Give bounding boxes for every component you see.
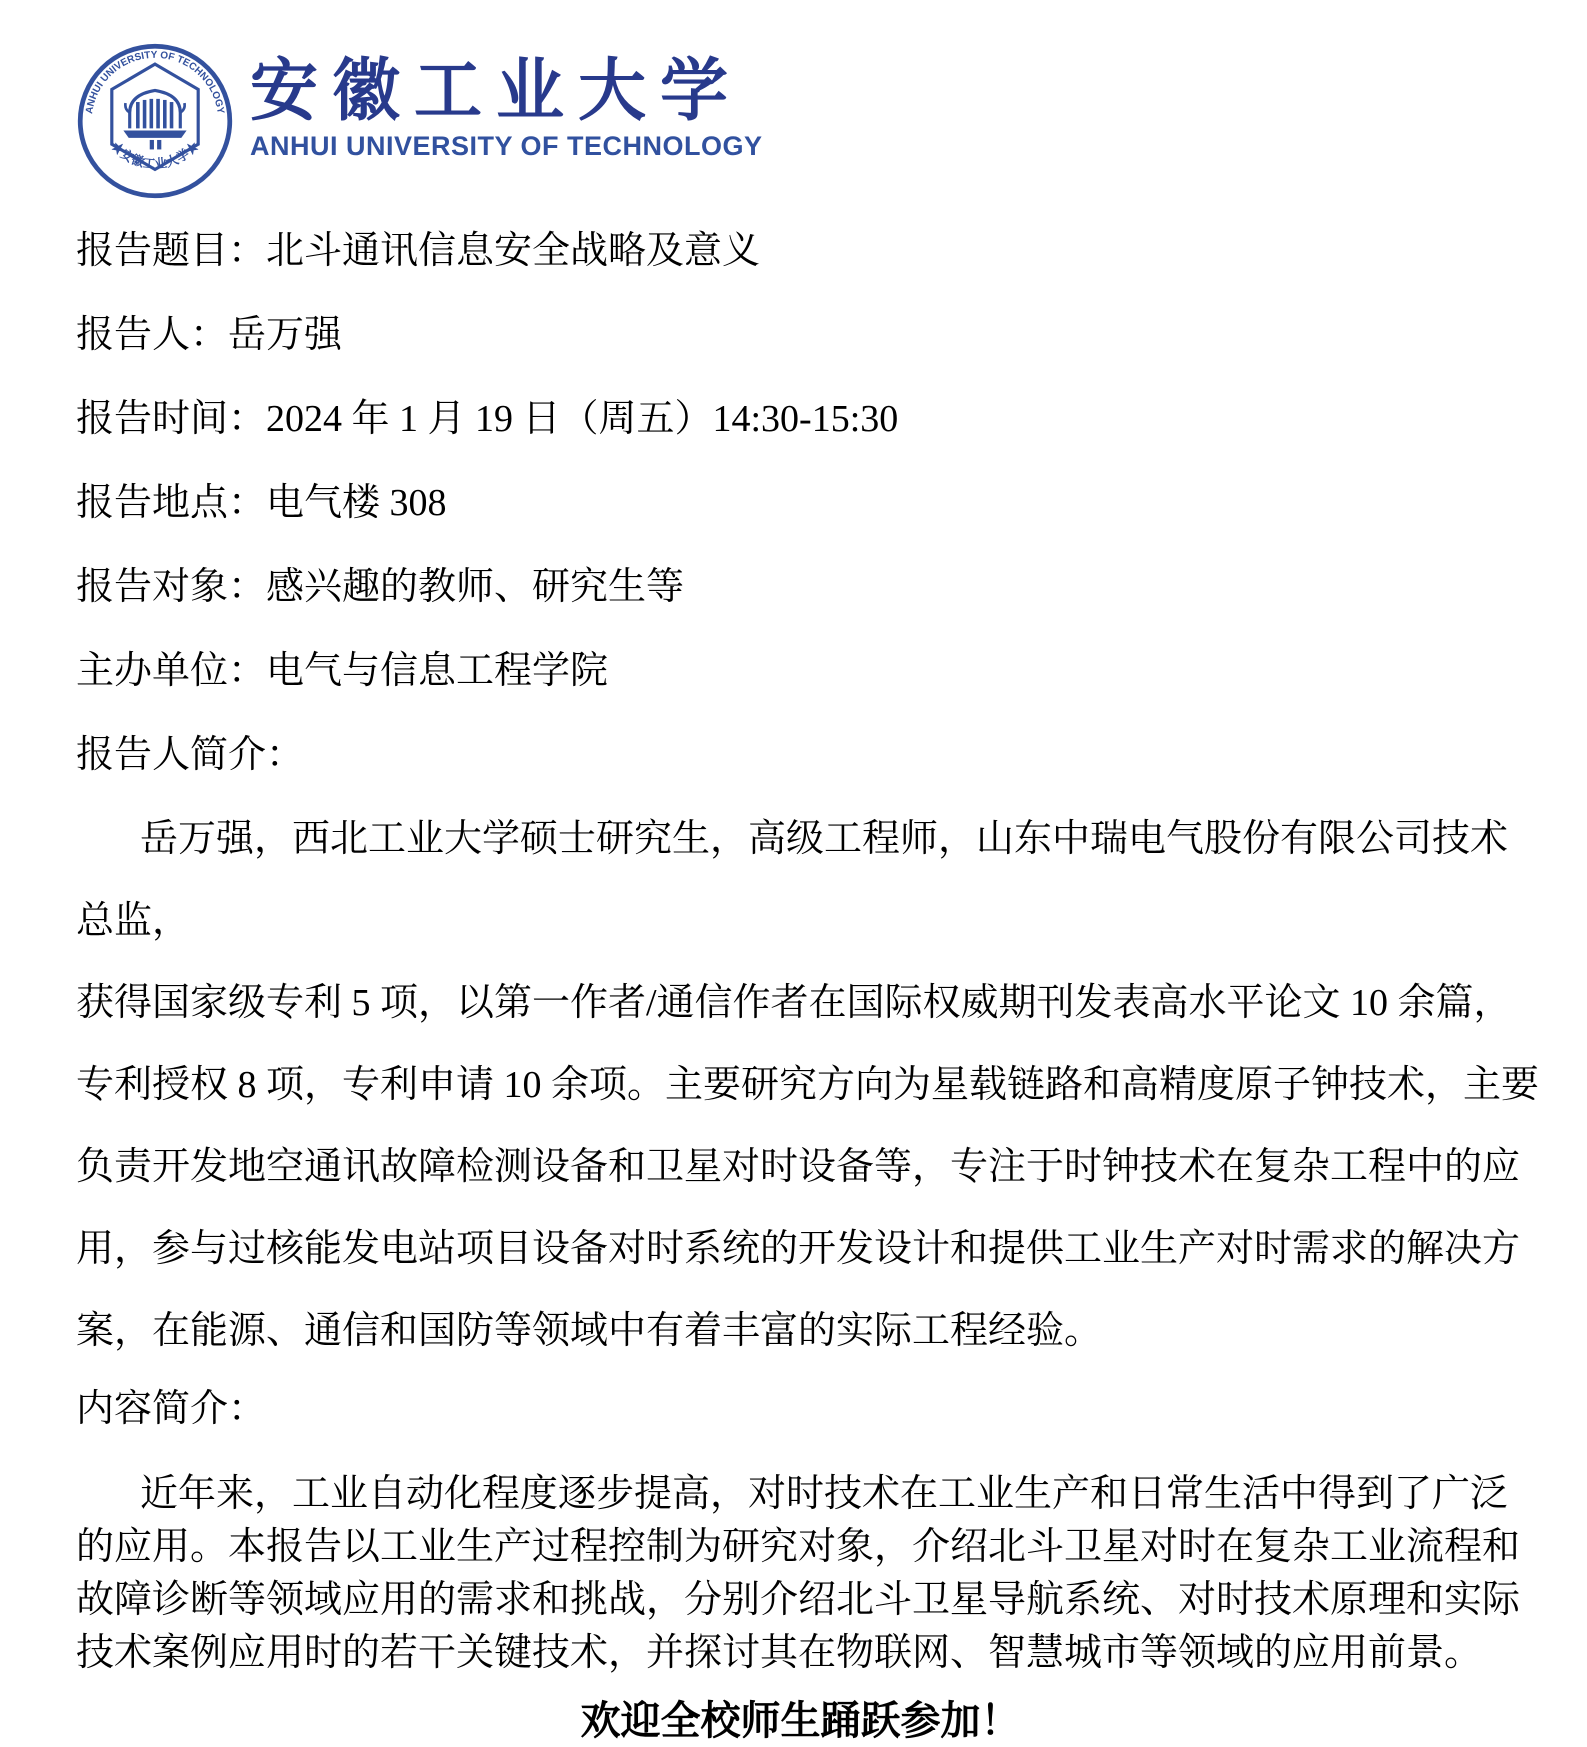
speaker-bio-header: 报告人简介：: [76, 734, 305, 776]
seal-ring-text-bottom: ★安徽工业大学★: [108, 139, 202, 172]
abstract-header: 内容简介：: [76, 1388, 267, 1430]
university-logo: [76, 42, 1525, 204]
abstract-line: 近年来，工业自动化程度逐步提高，对时技术在工业生产和日常生活中得到了广泛: [140, 1473, 1509, 1515]
report-location-line: 报告地点：电气楼 308: [76, 482, 447, 524]
seal-building-emblem: [123, 90, 186, 149]
bio-line: 获得国家级专利 5 项，以第一作者/通信作者在国际权威期刊发表高水平论文 10 余篇，: [76, 982, 1512, 1024]
university-name-block: [250, 42, 763, 162]
bio-line: 总监，: [76, 900, 191, 942]
abstract-section: [76, 1384, 1525, 1680]
university-name-en: ANHUI UNIVERSITY OF TECHNOLOGY: [250, 131, 763, 161]
svg-text:★安徽工业大学★: [109, 139, 202, 172]
report-audience-line: 报告对象：感兴趣的教师、研究生等: [76, 566, 685, 608]
abstract-line: 的应用。本报告以工业生产过程控制为研究对象，介绍北斗卫星对时在复杂工业流程和: [76, 1526, 1521, 1568]
bio-line: 案，在能源、通信和国防等领域中有着丰富的实际工程经验。: [76, 1310, 1103, 1352]
bio-line: 用，参与过核能发电站项目设备对时系统的开发设计和提供工业生产对时需求的解决方: [76, 1228, 1521, 1270]
seal-ring-text-top: ANHUI UNIVERSITY OF TECHNOLOGY: [84, 49, 226, 115]
bio-line: 专利授权 8 项，专利申请 10 余项。主要研究方向为星载链路和高精度原子钟技术，主要: [76, 1064, 1540, 1106]
abstract-line: 技术案例应用时的若干关键技术，并探讨其在物联网、智慧城市等领域的应用前景。: [76, 1632, 1483, 1674]
report-title-line: 报告题目：北斗通讯信息安全战略及意义: [76, 230, 761, 272]
bio-line: 岳万强，西北工业大学硕士研究生，高级工程师，山东中瑞电气股份有限公司技术: [140, 818, 1509, 860]
closing-welcome-line: 欢迎全校师生踊跃参加！: [580, 1698, 1021, 1743]
bio-line: 负责开发地空通讯故障检测设备和卫星对时设备等，专注于时钟技术在复杂工程中的应: [76, 1146, 1521, 1188]
report-organizer-line: 主办单位：电气与信息工程学院: [76, 650, 609, 692]
speaker-bio-section: [76, 730, 1540, 1356]
seminar-info: [76, 226, 1525, 696]
university-name-cn: 安徽工业大学: [250, 53, 743, 129]
university-seal-icon: [76, 42, 234, 200]
svg-text:ANHUI UNIVERSITY OF TECHNOLOGY: [84, 50, 226, 115]
report-speaker-line: 报告人：岳万强: [76, 314, 343, 356]
abstract-line: 故障诊断等领域应用的需求和挑战，分别介绍北斗卫星导航系统、对时技术原理和实际: [76, 1579, 1521, 1621]
report-time-line: 报告时间：2024 年 1 月 19 日（周五）14:30-15:30: [76, 398, 899, 440]
